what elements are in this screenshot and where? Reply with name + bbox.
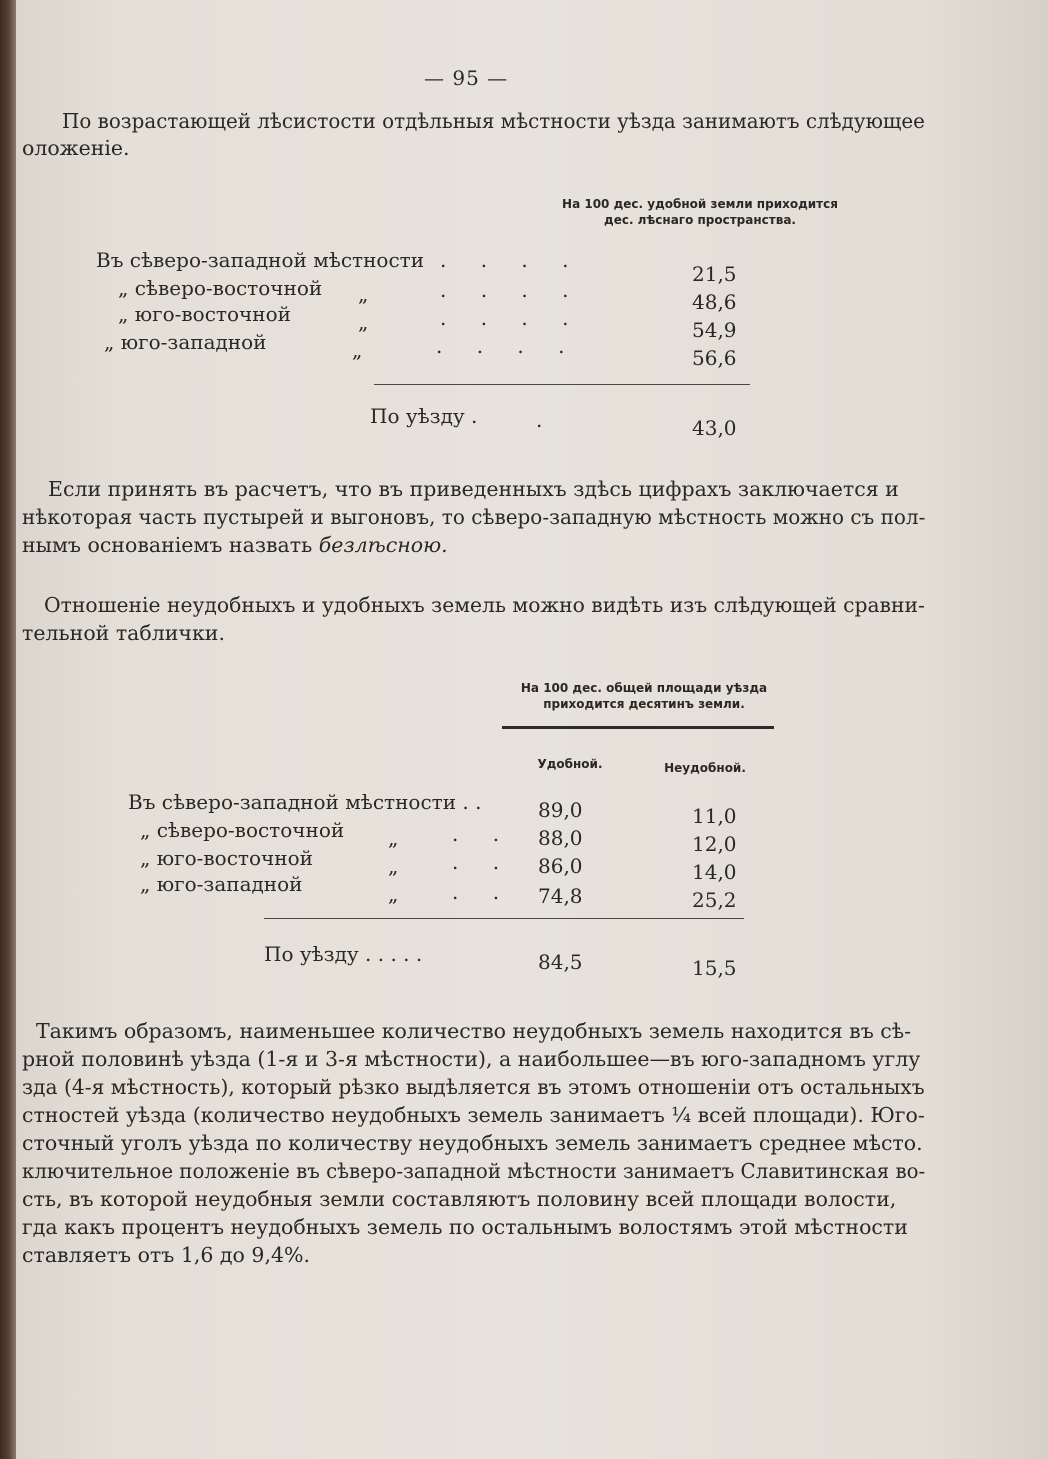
para2-line-3 [22, 532, 448, 559]
intro-line-1: По возрастающей лѣсистости отдѣльныя мѣстности уѣзда занимаютъ слѣдующее [62, 109, 925, 133]
table1-row-value: 54,9 [692, 318, 737, 342]
table2-row-dots: . . [452, 850, 514, 874]
table1-total-label: По уѣзду . [370, 404, 478, 428]
table2-total-usable: 84,5 [538, 950, 583, 974]
table2-row-ditto: „ [388, 882, 399, 906]
table1-row-ditto: „ [352, 338, 363, 362]
table2-header-brace [502, 726, 774, 729]
table1-header-line-1: На 100 дес. удобной земли приходится [562, 197, 838, 211]
table1-row-value: 21,5 [692, 262, 737, 286]
para4-line: сточный уголъ уѣзда по количеству неудобныхъ земель занимаетъ среднее мѣсто. [22, 1131, 923, 1155]
table1-row-dots: . . . . [436, 334, 579, 358]
table1-header-line-2: дес. лѣснаго пространства. [604, 213, 796, 227]
para4-line: сть, въ которой неудобныя земли составляютъ половину всей площади волости, [22, 1187, 897, 1211]
table1-row-value: 56,6 [692, 346, 737, 370]
table1-row-dots: . . . . [440, 248, 583, 272]
table2-row-unusable: 12,0 [692, 832, 737, 856]
para4-line: стностей уѣзда (количество неудобныхъ земель занимаетъ ¼ всей площади). Юго- [22, 1103, 925, 1127]
para2-emphasis: безлѣсною. [318, 533, 448, 557]
para4-line: рной половинѣ уѣзда (1-я и 3-я мѣстности), а наибольшее—въ юго-западномъ углу [22, 1047, 921, 1071]
para2-line-2: нѣкоторая часть пустырей и выгоновъ, то сѣверо-западную мѣстность можно съ пол- [22, 505, 926, 529]
table1-row-label: „ юго-западной [104, 330, 267, 354]
para4-line: гда какъ процентъ неудобныхъ земель по остальнымъ волостямъ этой мѣстности [22, 1215, 908, 1239]
table1-row-label: Въ сѣверо-западной мѣстности [96, 248, 425, 272]
table2-header [506, 680, 782, 712]
table1-total-rule [374, 384, 750, 385]
table2-row-label: Въ сѣверо-западной мѣстности . . [128, 790, 482, 814]
table2-row-usable: 88,0 [538, 826, 583, 850]
table2-row-label: „ юго-западной [140, 872, 303, 896]
table1-total-value: 43,0 [692, 416, 737, 440]
para4-line: зда (4-я мѣстность), который рѣзко выдѣляется въ этомъ отношеніи отъ остальныхъ [22, 1075, 925, 1099]
table1-header [560, 196, 840, 228]
para3-line-1: Отношеніе неудобныхъ и удобныхъ земель можно видѣть изъ слѣдующей сравни- [44, 593, 925, 617]
table2-row-dots: . . [452, 880, 514, 904]
table1-row-dots: . . . . [440, 306, 583, 330]
table1-row-dots: . . . . [440, 278, 583, 302]
table1-row-label: „ сѣверо-восточной [118, 276, 323, 300]
intro-line-2: оложеніе. [22, 136, 130, 160]
para2-line-3-text: нымъ основаніемъ назвать [22, 533, 313, 557]
table1-row-label: „ юго-восточной [118, 302, 291, 326]
table2-total-label: По уѣзду . . . . . [264, 942, 423, 966]
para4-line: ключительное положеніе въ сѣверо-западной мѣстности занимаетъ Славитинская во- [22, 1159, 926, 1183]
para3-line-2: тельной таблички. [22, 621, 225, 645]
table2-row-label: „ юго-восточной [140, 846, 313, 870]
table2-row-ditto: „ [388, 826, 399, 850]
table1-row-ditto: „ [358, 310, 369, 334]
table2-col-header-usable: Удобной. [537, 757, 603, 771]
table1-total-dots: . [536, 408, 543, 432]
table2-header-line-1: На 100 дес. общей площади уѣзда [520, 681, 768, 695]
para4-line: ставляетъ отъ 1,6 до 9,4%. [22, 1243, 311, 1267]
table1-row-ditto: „ [358, 282, 369, 306]
page-number: — 95 — [424, 66, 509, 90]
table2-row-unusable: 25,2 [692, 888, 737, 912]
table2-row-usable: 74,8 [538, 884, 583, 908]
table2-header-line-2: приходится десятинъ земли. [543, 697, 745, 711]
table1-row-value: 48,6 [692, 290, 737, 314]
table2-col-header-unusable: Неудобной. [664, 761, 746, 775]
book-binding-edge [0, 0, 16, 1459]
para4-line: Такимъ образомъ, наименьшее количество неудобныхъ земель находится въ сѣ- [36, 1019, 912, 1043]
table2-row-ditto: „ [388, 854, 399, 878]
table2-row-dots: . . [452, 822, 514, 846]
table2-row-label: „ сѣверо-восточной [140, 818, 345, 842]
table2-row-usable: 89,0 [538, 798, 583, 822]
table2-total-unusable: 15,5 [692, 956, 737, 980]
table2-row-usable: 86,0 [538, 854, 583, 878]
table2-total-rule [264, 918, 744, 919]
table2-row-unusable: 11,0 [692, 804, 737, 828]
table2-row-unusable: 14,0 [692, 860, 737, 884]
para2-line-1: Если принять въ расчетъ, что въ приведенныхъ здѣсь цифрахъ заключается и [48, 477, 899, 501]
